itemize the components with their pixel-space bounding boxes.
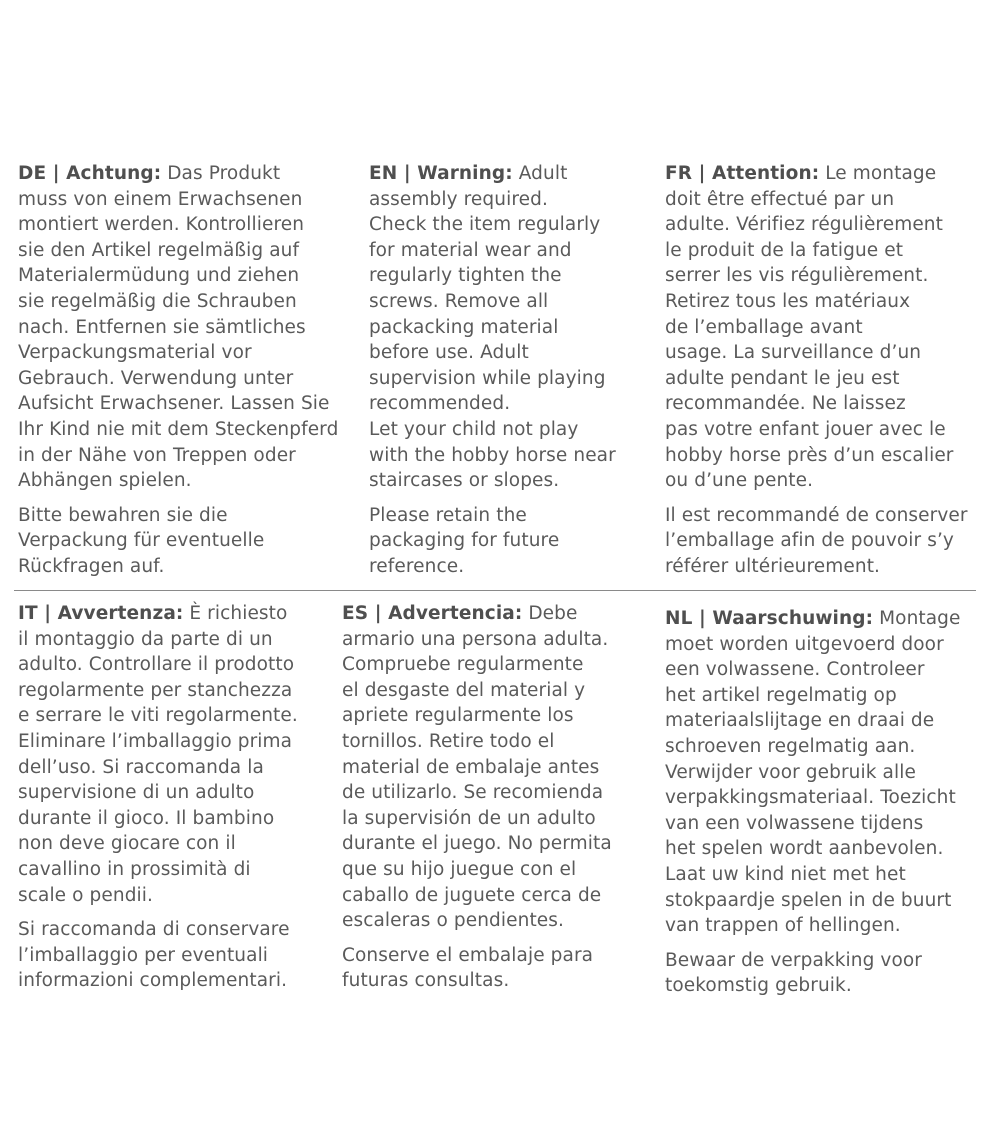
warning-section-es <box>342 601 642 994</box>
warning-section-de <box>18 161 358 580</box>
warning-text-it: IT | Avvertenza: È richiesto il montaggio da parte di un adulto. Controllare il prodotto regolarmente per stanchezza e serrare le viti regolarmente. Eliminare l’imballaggio prima dell’uso. Si raccomanda la supervisione di un adulto durante il gioco. Il bambino non deve giocare con il cavallino in prossimità di scale o pendii. <box>18 603 298 906</box>
retain-packaging-note-it: Si raccomanda di conservare l’imballaggio per eventuali informazioni complementari. <box>18 919 290 992</box>
retain-packaging-note-de: Bitte bewahren sie die Verpackung für eventuelle Rückfragen auf. <box>18 504 265 577</box>
warning-text-en: EN | Warning: Adult assembly required. Check the item regularly for material wear and regularly tighten the screws. Remove all packacking material before use. Adult supervision while playing recommended. Let your child not play with the hobby horse near staircases or slopes. <box>369 163 616 492</box>
warning-text-fr: FR | Attention: Le montage doit être effectué par un adulte. Vérifiez régulièrement le produit de la fatigue et serrer les vis régulièrement. Retirez tous les matériaux de l’emballage avant usage. La surveillance d’un adulte pendant le jeu est recommandée. Ne laissez pas votre enfant jouer avec le hobby horse près d’un escalier ou d’une pente. <box>665 163 954 492</box>
section-label-it: IT | Avvertenza: <box>18 603 184 624</box>
retain-packaging-note-nl: Bewaar de verpakking voor toekomstig gebruik. <box>665 949 922 997</box>
retain-packaging-note-es: Conserve el embalaje para futuras consultas. <box>342 944 594 992</box>
warning-text-es: ES | Advertencia: Debe armario una persona adulta. Compruebe regularmente el desgaste del material y apriete regularmente los tornillos. Retire todo el material de embalaje antes de utilizarlo. Se recomienda la supervisión de un adulto durante el juego. No permita que su hijo juegue con el caballo de juguete cerca de escaleras o pendientes. <box>342 603 612 932</box>
section-divider <box>14 590 976 591</box>
warning-section-nl <box>665 606 985 999</box>
section-label-fr: FR | Attention: <box>665 163 820 184</box>
warning-text-nl: NL | Waarschuwing: Montage moet worden uitgevoerd door een volwassene. Controleer het artikel regelmatig op materiaalslijtage en draai de schroeven regelmatig aan. Verwijder voor gebruik alle verpakkingsmateriaal. Toezicht van een volwassene tijdens het spelen wordt aanbevolen. Laat uw kind niet met het stokpaardje spelen in de buurt van trappen of hellingen. <box>665 608 961 937</box>
retain-packaging-note-en: Please retain the packaging for future reference. <box>369 504 560 577</box>
section-label-en: EN | Warning: <box>369 163 513 184</box>
retain-packaging-note-fr: Il est recommandé de conserver l’emballage afin de pouvoir s’y référer ultérieurement. <box>665 504 968 577</box>
warning-section-en <box>369 161 639 580</box>
section-label-es: ES | Advertencia: <box>342 603 523 624</box>
section-label-de: DE | Achtung: <box>18 163 162 184</box>
warning-section-it <box>18 601 338 994</box>
warning-text-de: DE | Achtung: Das Produkt muss von einem Erwachsenen montiert werden. Kontrollieren sie den Artikel regelmäßig auf Materialermüdung und ziehen sie regelmäßig die Schrauben nach. Entfernen sie sämtliches Verpackungsmaterial vor Gebrauch. Verwendung unter Aufsicht Erwachsener. Lassen Sie Ihr Kind nie mit dem Steckenpferd in der Nähe von Treppen oder Abhängen spielen. <box>18 163 339 492</box>
warning-section-fr <box>665 161 985 580</box>
section-label-nl: NL | Waarschuwing: <box>665 608 874 629</box>
